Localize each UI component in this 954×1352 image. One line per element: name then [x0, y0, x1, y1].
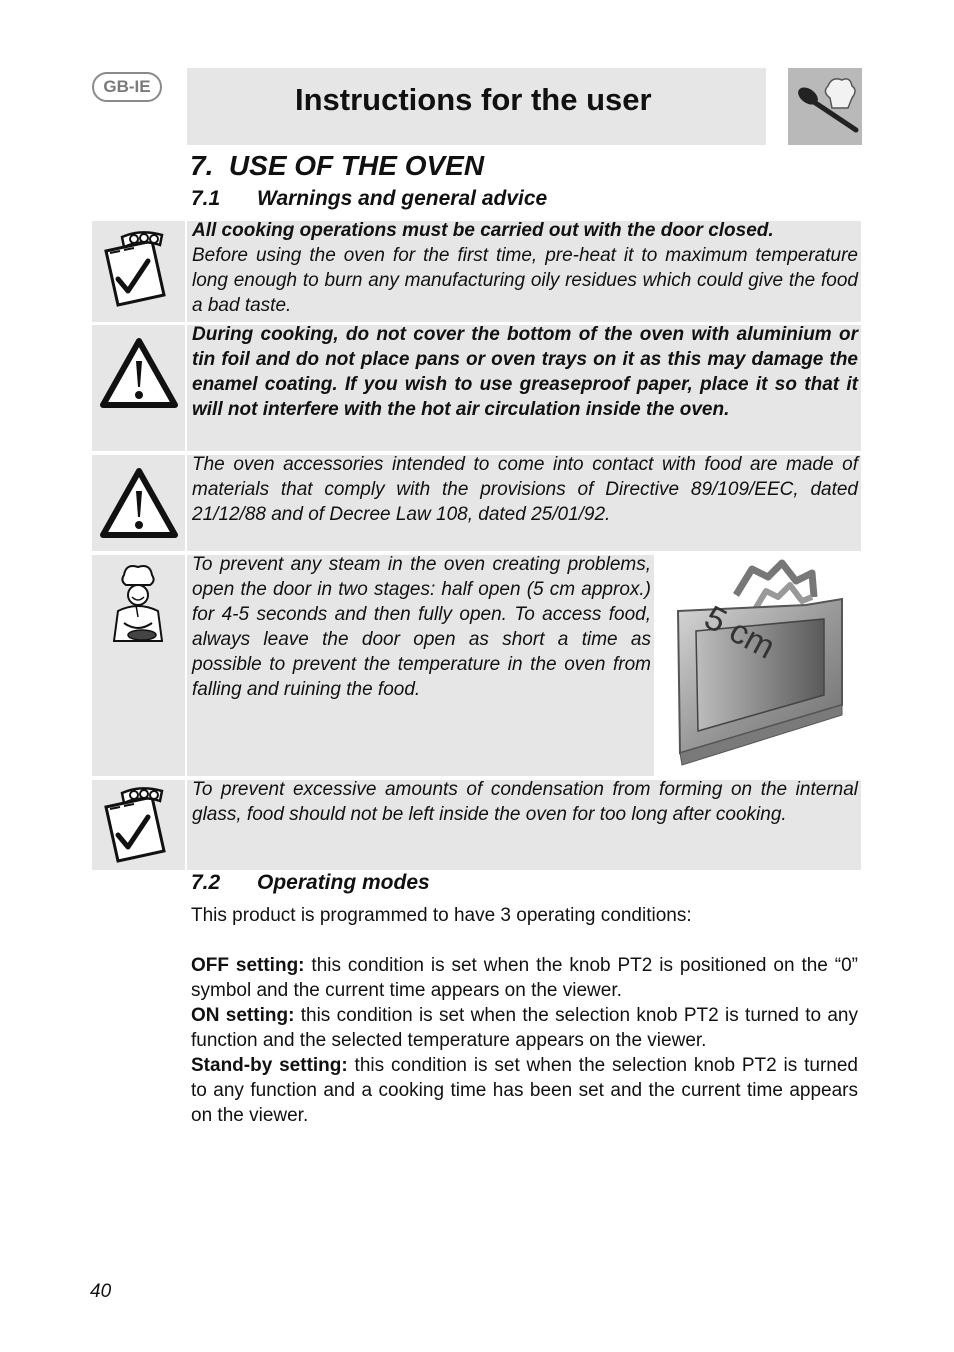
subsection-title-text-2: Operating modes: [257, 871, 430, 894]
note-icon-cell-2: [92, 780, 185, 870]
mode-off-text: this condition is set when the knob PT2 is positioned on the “0” symbol and the current time appears on the viewer.: [191, 955, 858, 1001]
checklist-note-icon: [100, 229, 176, 309]
warning-row-4: [187, 555, 654, 776]
mode-standby: [191, 1053, 858, 1128]
warning-icon-cell-2: [92, 325, 185, 451]
subsection-number-2: 7.2: [191, 871, 221, 894]
checklist-note-icon: [100, 785, 176, 865]
warning-body-1: Before using the oven for the first time, pre-heat it to maximum temperature long enough to burn any manufacturing oily residues which could give the food a bad taste.: [192, 245, 858, 316]
warning-text-4: To prevent any steam in the oven creating problems, open the door in two stages: half open (5 cm approx.) for 4-5 seconds and then fully open. To access food, always leave the door open as short a time as possible to prevent the temperature in the oven from falling and ruining the food.: [192, 554, 651, 700]
warning-row-1: [187, 221, 861, 322]
mode-on: [191, 1003, 858, 1053]
page-number: 40: [90, 1281, 112, 1302]
gap-label: 5 cm: [698, 598, 782, 667]
warning-triangle-icon: [98, 335, 180, 411]
mode-on-label: ON setting:: [191, 1005, 295, 1026]
warning-triangle-icon: [98, 465, 180, 541]
subsection-title-2: [191, 871, 430, 895]
subsection-number: 7.1: [191, 187, 221, 210]
region-badge: GB-IE: [92, 72, 162, 102]
warning-bold-2: During cooking, do not cover the bottom of the oven with aluminium or tin foil and do not place pans or oven trays on it as this may damage the enamel coating. If you wish to use greaseproof paper, place it so that it will not interfere with the hot air circulation inside the oven.: [192, 324, 858, 420]
mode-standby-text: this condition is set when the selection knob PT2 is turned to any function and a cooking time has been set and the current time appears on the viewer.: [191, 1055, 858, 1126]
warning-row-3: [187, 455, 861, 551]
warning-icon-cell-3: [92, 455, 185, 551]
warning-text-1: [192, 218, 858, 318]
header-band: [187, 68, 766, 145]
warning-row-2: [187, 325, 861, 451]
oven-door-open-illustration: [656, 555, 861, 776]
warning-bold-1: All cooking operations must be carried out with the door closed.: [192, 220, 774, 241]
section-number: 7.: [190, 150, 214, 181]
operating-modes: [191, 953, 858, 1128]
warning-row-5: [187, 780, 861, 870]
warning-text-3: The oven accessories intended to come into contact with food are made of materials that comply with the provisions of Directive 89/109/EEC, dated 21/12/88 and of Decree Law 108, dated 25/01/92.: [192, 454, 858, 525]
mode-off-label: OFF setting:: [191, 955, 305, 976]
warning-text-2: [192, 322, 858, 422]
mode-standby-label: Stand-by setting:: [191, 1055, 348, 1076]
operating-intro: This product is programmed to have 3 operating conditions:: [191, 905, 692, 926]
chef-icon-cell: [92, 555, 185, 776]
section-title-text: USE OF THE OVEN: [228, 150, 485, 181]
mode-off: [191, 953, 858, 1003]
page-title: Instructions for the user: [295, 82, 652, 117]
mode-on-text: this condition is set when the selection knob PT2 is turned to any function and the selected temperature appears on the viewer.: [191, 1005, 858, 1051]
section-title: [190, 150, 484, 182]
note-icon-cell: [92, 221, 185, 322]
subsection-title-text: Warnings and general advice: [257, 187, 548, 210]
subsection-title: [191, 187, 547, 211]
chef-spoon-icon: [788, 68, 862, 145]
warning-text-5: To prevent excessive amounts of condensation from forming on the internal glass, food should not be left inside the oven for too long after cooking.: [192, 779, 858, 825]
chef-icon: [106, 561, 170, 647]
